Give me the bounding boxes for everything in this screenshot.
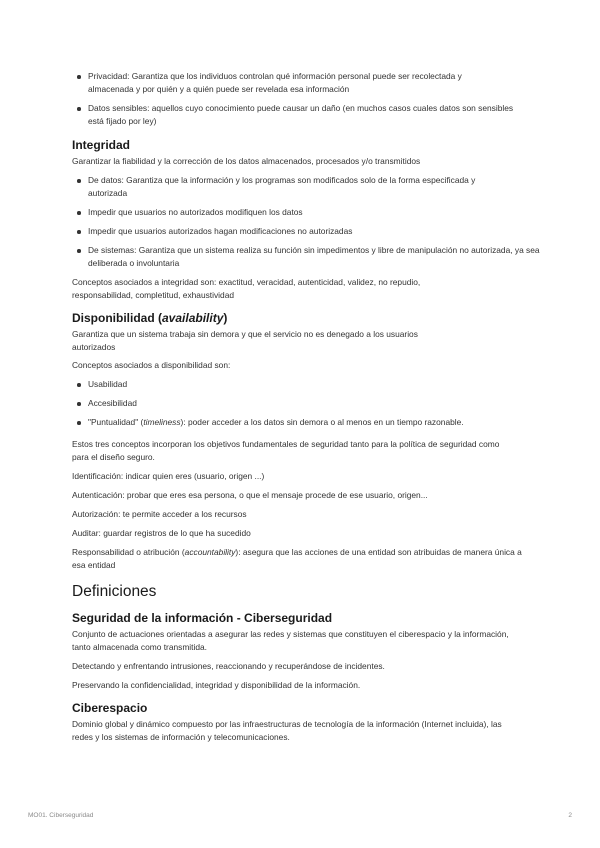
autorizacion-text: Autorización: te permite acceder a los recursos [72,509,247,519]
privacy-list [72,70,532,128]
list-item: Impedir que usuarios no autorizados modifiquen los datos [72,206,532,219]
list-item: De datos: Garantiza que la información y los programas son modificados solo de la forma especificada y autorizada [72,174,488,200]
subsection-heading-seguridad: Seguridad de la información - Ciberseguridad [72,611,333,625]
identificacion-text: Identificación: indicar quien eres (usuario, origen ...) [72,471,265,481]
auditar-text: Auditar: guardar registros de lo que ha sucedido [72,528,251,538]
disponibilidad-concepts-label: Conceptos asociados a disponibilidad son: [72,360,231,370]
page-footer [28,812,572,819]
list-item: Impedir que usuarios autorizados hagan modificaciones no autorizadas [72,225,532,238]
objectives-paragraph: Estos tres conceptos incorporan los objetivos fundamentales de seguridad tanto para la política de seguridad como para el diseño seguro. [72,439,500,462]
integridad-list [72,174,540,270]
list-item: "Puntualidad" (timeliness): poder acceder a los datos sin demora o al menos en un tiempo razonable. [72,416,532,429]
list-item: De sistemas: Garantiza que un sistema realiza su función sin impedimentos y libre de manipulación no autorizada, ya sea deliberada o involuntaria [72,244,548,270]
disponibilidad-list [72,378,532,429]
list-item: Privacidad: Garantiza que los individuos controlan qué información personal puede ser recolectada y almacenada y por quién y a quién puede ser revelada esa información [72,70,483,96]
footer-course-label: MO01. Ciberseguridad [28,812,94,819]
ciberespacio-paragraph: Dominio global y dinámico compuesto por las infraestructuras de tecnología de la información (Internet incluida), las redes y los sistemas de información y telecomunicaciones. [72,719,502,742]
section-heading-definiciones: Definiciones [72,583,157,600]
subsection-heading-ciberespacio: Ciberespacio [72,701,148,715]
seguridad-paragraph-1: Conjunto de actuaciones orientadas a asegurar las redes y sistemas que constituyen el ciberespacio y la información, tanto almacenada como transmitida. [72,629,509,652]
autenticacion-text: Autenticación: probar que eres esa persona, o que el mensaje procede de ese usuario, origen... [72,490,428,500]
list-item: Usabilidad [72,378,532,391]
section-heading-integridad: Integridad [72,138,131,152]
disponibilidad-intro: Garantiza que un sistema trabaja sin demora y que el servicio no es denegado a los usuarios autorizados [72,329,418,352]
seguridad-paragraph-2: Detectando y enfrentando intrusiones, reaccionando y recuperándose de incidentes. [72,661,385,671]
integridad-intro: Garantizar la fiabilidad y la corrección de los datos almacenados, procesados y/o transmitidos [72,156,421,166]
integridad-concepts: Conceptos asociados a integridad son: exactitud, veracidad, autenticidad, validez, no repudio, responsabilidad, completitud, exhaustividad [72,277,421,300]
list-item: Accesibilidad [72,397,532,410]
page-number: 2 [568,812,572,819]
list-item: Datos sensibles: aquellos cuyo conocimiento puede causar un daño (en muchos casos cuales datos son sensibles está fijado por ley) [72,102,528,128]
responsabilidad-text: Responsabilidad o atribución (accountability): asegura que las acciones de una entidad son atribuidas de manera única a esa entidad [72,547,522,570]
seguridad-paragraph-3: Preservando la confidencialidad, integridad y disponibilidad de la información. [72,680,361,690]
document-page [72,70,540,744]
section-heading-disponibilidad: Disponibilidad (availability) [72,311,228,325]
